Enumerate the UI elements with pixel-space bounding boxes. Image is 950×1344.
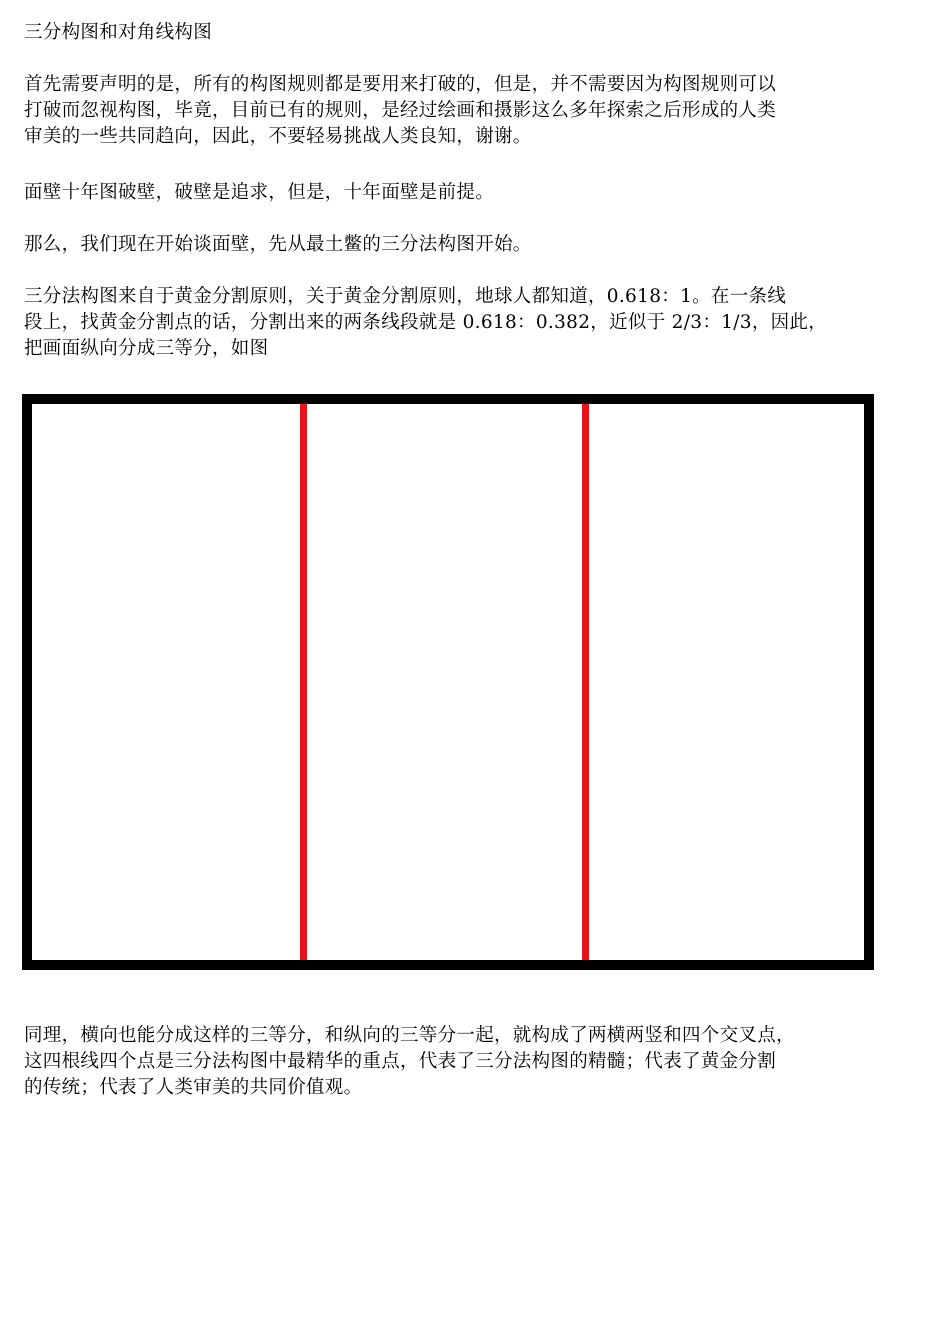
paragraph-line: 的传统；代表了人类审美的共同价值观。 (24, 1077, 363, 1098)
paragraph-line: 面壁十年图破壁，破壁是追求，但是，十年面壁是前提。 (24, 182, 495, 203)
paragraph-start-rule-of-thirds (24, 232, 924, 258)
paragraph-line: 把画面纵向分成三等分，如图 (24, 338, 269, 359)
document-title (24, 20, 924, 46)
paragraph-line: 段上，找黄金分割点的话，分割出来的两条线段就是 0.618：0.382，近似于 2/3：1/3，因此， (24, 312, 828, 333)
paragraph-line: 那么，我们现在开始谈面壁，先从最土鳖的三分法构图开始。 (24, 234, 532, 255)
paragraph-line: 同理，横向也能分成这样的三等分，和纵向的三等分一起，就构成了两横两竖和四个交叉点， (24, 1025, 795, 1046)
vertical-third-line-right (582, 404, 589, 960)
paragraph-line: 三分法构图来自于黄金分割原则，关于黄金分割原则，地球人都知道，0.618：1。在一条线 (24, 286, 787, 307)
paragraph-line: 打破而忽视构图，毕竟，目前已有的规则，是经过绘画和摄影这么多年探索之后形成的人类 (24, 100, 777, 121)
paragraph-line: 审美的一些共同趋向，因此，不要轻易挑战人类良知，谢谢。 (24, 126, 532, 147)
rule-of-thirds-diagram (22, 394, 874, 970)
paragraph-breaking-wall (24, 180, 924, 206)
paragraph-composition-rules (24, 72, 924, 150)
title-text: 三分构图和对角线构图 (24, 22, 213, 43)
paragraph-line: 首先需要声明的是，所有的构图规则都是要用来打破的，但是，并不需要因为构图规则可以 (24, 74, 777, 95)
paragraph-horizontal-thirds (24, 1023, 924, 1101)
vertical-third-line-left (300, 404, 307, 960)
paragraph-line: 这四根线四个点是三分法构图中最精华的重点，代表了三分法构图的精髓；代表了黄金分割 (24, 1051, 777, 1072)
paragraph-golden-ratio (24, 284, 924, 362)
